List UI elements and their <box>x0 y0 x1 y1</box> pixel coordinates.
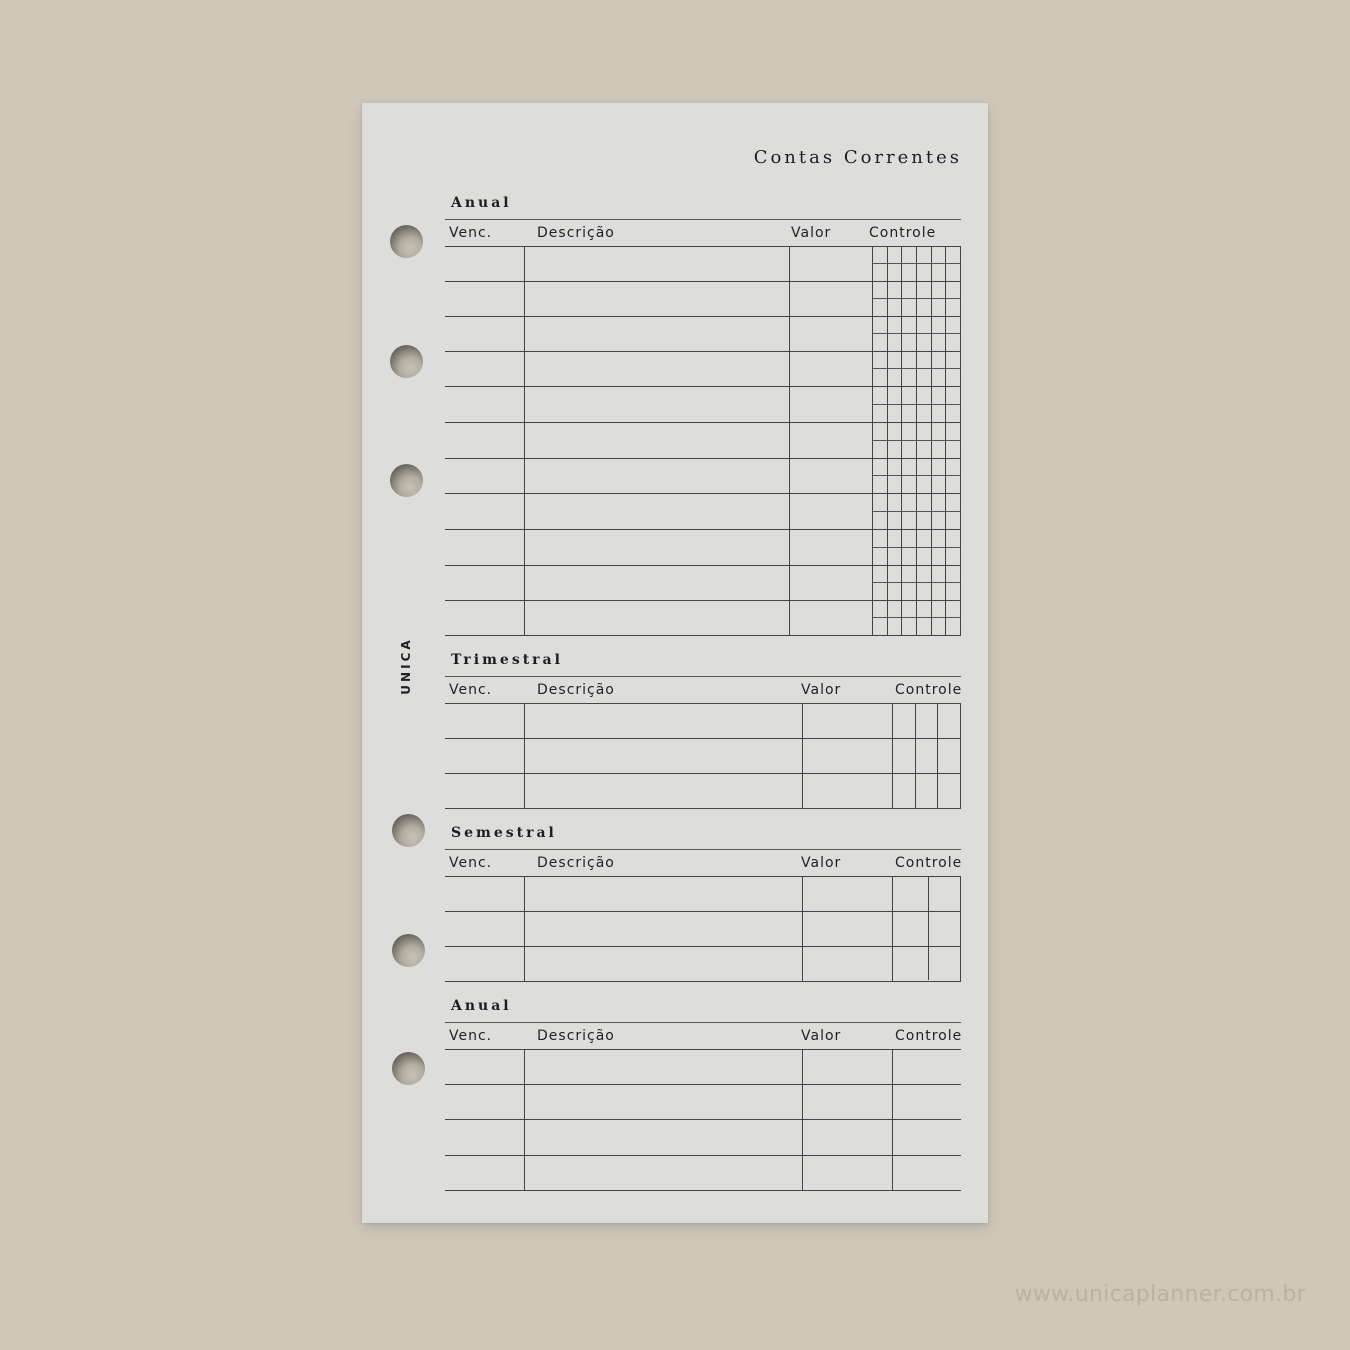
col-header-amount: Valor <box>801 1028 842 1044</box>
col-header-due: Venc. <box>449 682 493 698</box>
col-header-description: Descrição <box>537 855 615 871</box>
section-quarterly <box>445 652 961 810</box>
col-header-description: Descrição <box>537 1028 615 1044</box>
col-header-description: Descrição <box>537 682 615 698</box>
col-header-control: Controle <box>895 855 963 871</box>
section-annual <box>445 195 961 637</box>
binder-hole <box>390 225 423 258</box>
section-divider <box>445 1022 961 1023</box>
col-header-control: Controle <box>895 1028 963 1044</box>
table-grid <box>445 246 961 636</box>
binder-hole <box>392 814 425 847</box>
brand-vertical <box>399 637 413 695</box>
page-title: Contas Correntes <box>753 147 962 168</box>
section-title: Trimestral <box>451 652 563 668</box>
col-header-control: Controle <box>895 682 963 698</box>
section-divider <box>445 849 961 850</box>
section-title: Anual <box>451 998 512 1014</box>
table-grid <box>445 703 961 810</box>
planner-page <box>362 103 988 1223</box>
section-annual-2 <box>445 998 961 1193</box>
binder-hole <box>390 464 423 497</box>
table-grid <box>445 1049 961 1192</box>
binder-hole <box>392 1052 425 1085</box>
binder-hole <box>390 345 423 378</box>
col-header-amount: Valor <box>791 225 832 241</box>
table-grid <box>445 876 961 983</box>
section-divider <box>445 676 961 677</box>
section-divider <box>445 219 961 220</box>
col-header-due: Venc. <box>449 855 493 871</box>
col-header-amount: Valor <box>801 855 842 871</box>
col-header-description: Descrição <box>537 225 615 241</box>
col-header-due: Venc. <box>449 1028 493 1044</box>
col-header-due: Venc. <box>449 225 493 241</box>
col-header-control: Controle <box>869 225 937 241</box>
col-header-amount: Valor <box>801 682 842 698</box>
brand-label: UNICA <box>399 637 413 695</box>
section-title: Semestral <box>451 825 557 841</box>
website-url: www.unicaplanner.com.br <box>1014 1282 1306 1307</box>
section-semiannual <box>445 825 961 983</box>
binder-hole <box>392 934 425 967</box>
section-title: Anual <box>451 195 512 211</box>
